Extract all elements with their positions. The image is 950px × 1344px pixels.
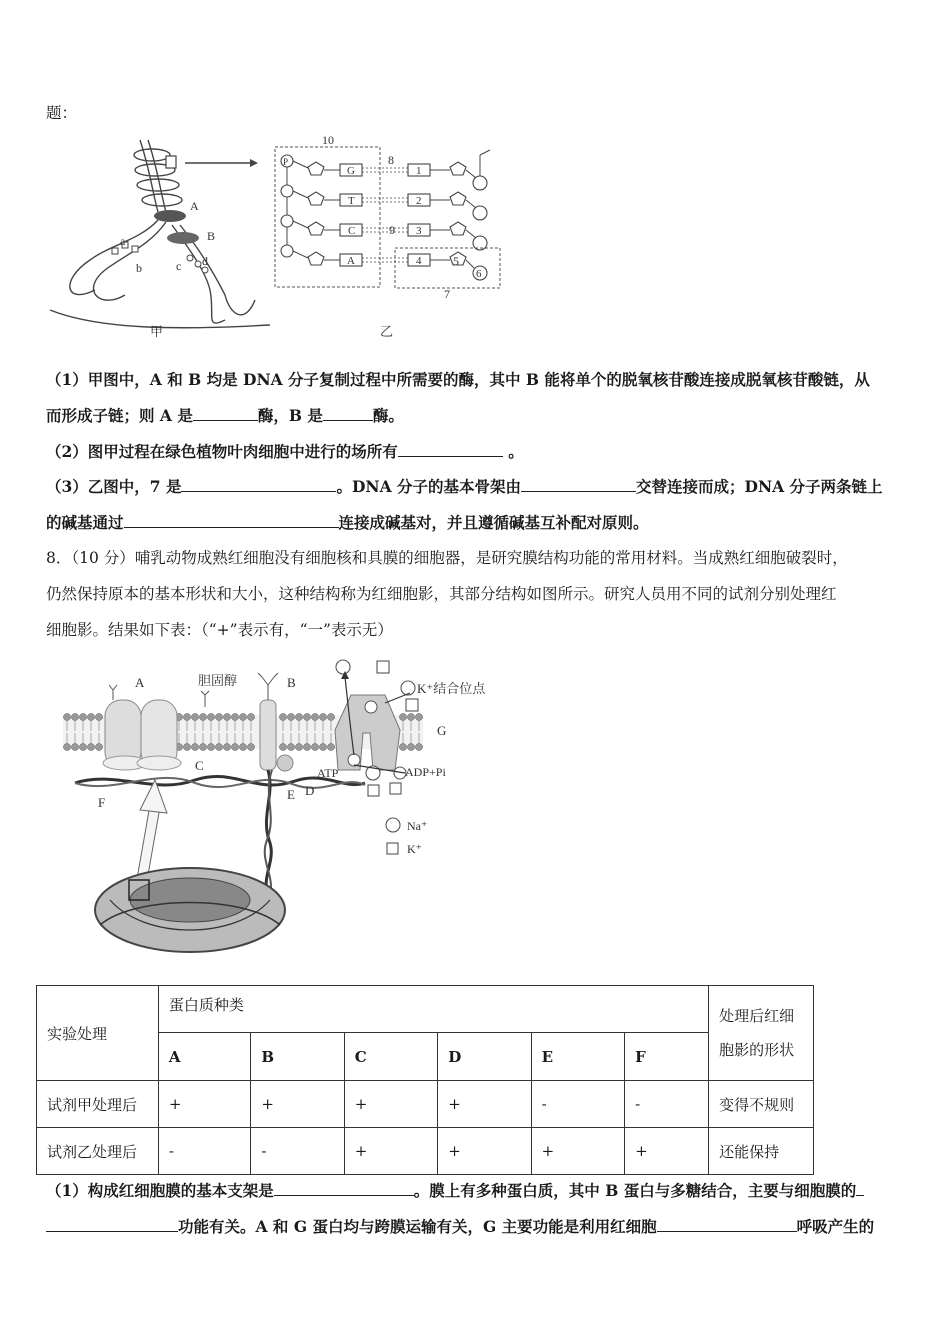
lipid-head <box>223 743 230 750</box>
blank-backbone[interactable] <box>521 477 636 492</box>
label-b: b <box>136 261 142 275</box>
legend-k: K⁺ <box>407 842 422 856</box>
lipid-head <box>239 713 246 720</box>
dna-structure-diagram <box>275 133 500 301</box>
lipid-head <box>231 743 238 750</box>
protein-g <box>335 695 400 770</box>
q8-stem-line3: 细胞影。结果如下表：（“+”表示有，“一”表示无） <box>46 621 393 639</box>
header-treatment: 实验处理 <box>37 986 159 1081</box>
lipid-head <box>95 713 102 720</box>
lipid-head <box>287 713 294 720</box>
lipid-head <box>399 713 406 720</box>
enzyme-b-shape <box>167 232 199 244</box>
lipid-head <box>311 713 318 720</box>
membrane-figure <box>55 655 505 970</box>
lipid-head <box>191 743 198 750</box>
lipid-head <box>247 743 254 750</box>
caption-yi: 乙 <box>380 324 394 339</box>
base-G: G <box>347 165 355 177</box>
blank-respiration[interactable] <box>657 1217 797 1232</box>
legend-na: Na⁺ <box>407 819 428 833</box>
membrane-label-F: F <box>98 795 106 810</box>
num-1: 1 <box>416 165 422 177</box>
q7-part1-line2: 而形成子链；则 A 是 酶，B 是 酶。 <box>46 406 404 425</box>
base-A: A <box>347 255 355 267</box>
q8-part1-line2: 功能有关。A 和 G 蛋白均与跨膜运输有关，G 主要功能是利用红细胞 呼吸产生的 <box>46 1217 874 1237</box>
num-3: 3 <box>416 225 422 237</box>
lipid-head <box>199 713 206 720</box>
base-C: C <box>348 225 356 237</box>
col-D: D <box>438 1033 531 1081</box>
cell: - <box>531 1081 624 1128</box>
question-stem-tail: 题： <box>46 104 78 122</box>
blank-scaffold[interactable] <box>274 1181 414 1196</box>
membrane-label-B: B <box>287 675 296 690</box>
cell: + <box>438 1081 531 1128</box>
membrane-label-cholesterol: 胆固醇 <box>198 673 238 688</box>
q8-part1-line1: （1）构成红细胞膜的基本支架是 。膜上有多种蛋白质，其中 B 蛋白与多糖结合，主要与细胞膜的 <box>46 1181 864 1201</box>
q7-part3-line2: 的碱基通过 连接成碱基对，并且遵循碱基互补配对原则。 <box>46 513 649 532</box>
cell: + <box>158 1081 250 1128</box>
cell: + <box>344 1128 437 1175</box>
lipid-head <box>87 743 94 750</box>
lipid-head <box>191 713 198 720</box>
label-a: a <box>120 234 126 248</box>
q8-stem-line1: 8．（10 分）哺乳动物成熟红细胞没有细胞核和具膜的细胞器，是研究膜结构功能的常用材料。当成熟红细胞破裂时， <box>46 549 848 567</box>
lipid-head <box>303 713 310 720</box>
lipid-head <box>71 743 78 750</box>
blank-enzyme-b[interactable] <box>323 406 373 421</box>
dna-figure <box>40 130 510 345</box>
cell: + <box>625 1128 709 1175</box>
membrane-label-C: C <box>195 758 204 773</box>
lipid-head <box>407 713 414 720</box>
table-row <box>37 1128 814 1175</box>
lipid-head <box>231 713 238 720</box>
row-shape: 变得不规则 <box>709 1081 814 1128</box>
lipid-head <box>79 743 86 750</box>
lipid-head <box>279 743 286 750</box>
label-8: 8 <box>388 153 394 167</box>
lipid-head <box>223 713 230 720</box>
table-row <box>37 1081 814 1128</box>
blank-location[interactable] <box>398 442 503 457</box>
lipid-head <box>199 743 206 750</box>
row-shape: 还能保持 <box>709 1128 814 1175</box>
lipid-head <box>319 713 326 720</box>
cell: + <box>251 1081 344 1128</box>
lipid-head <box>207 743 214 750</box>
lipid-head <box>183 743 190 750</box>
cell: - <box>625 1081 709 1128</box>
q7-part2: （2）图甲过程在绿色植物叶肉细胞中进行的场所有 。 <box>46 442 524 461</box>
q7-part3-line1: （3）乙图中，7 是 。DNA 分子的基本骨架由 交替连接而成；DNA 分子两条链上 <box>46 477 883 496</box>
num-2: 2 <box>416 195 422 207</box>
lipid-head <box>183 713 190 720</box>
enzyme-a-shape <box>154 210 186 222</box>
replication-fork-diagram <box>50 140 270 328</box>
blank-membrane-function[interactable] <box>46 1217 178 1232</box>
membrane-label-atp: ATP <box>317 766 339 780</box>
lipid-head <box>303 743 310 750</box>
label-9: 9 <box>389 223 395 237</box>
num-4: 4 <box>416 255 422 267</box>
lipid-head <box>415 713 422 720</box>
label-B: B <box>207 229 216 243</box>
protein-a <box>103 685 181 770</box>
label-5: 5 <box>453 254 459 268</box>
col-A: A <box>158 1033 250 1081</box>
lipid-head <box>287 743 294 750</box>
lipid-head <box>239 743 246 750</box>
lipid-head <box>63 713 70 720</box>
membrane-label-E: E <box>287 787 295 802</box>
lipid-head <box>79 713 86 720</box>
lipid-head <box>399 743 406 750</box>
blank-base-pair[interactable] <box>124 513 339 528</box>
membrane-label-G: G <box>437 723 447 738</box>
lipid-head <box>327 713 334 720</box>
lipid-head <box>71 713 78 720</box>
lipid-head <box>63 743 70 750</box>
header-protein: 蛋白质种类 <box>158 986 708 1033</box>
blank-enzyme-a[interactable] <box>193 406 258 421</box>
lipid-head <box>311 743 318 750</box>
label-7: 7 <box>444 287 450 301</box>
lipid-head <box>215 743 222 750</box>
cell: - <box>158 1128 250 1175</box>
lipid-head <box>207 713 214 720</box>
col-F: F <box>625 1033 709 1081</box>
row-label: 试剂甲处理后 <box>37 1081 159 1128</box>
lipid-head <box>87 713 94 720</box>
membrane-label-A: A <box>135 675 145 690</box>
label-A: A <box>190 199 199 213</box>
lipid-head <box>415 743 422 750</box>
membrane-label-adp: ADP+Pi <box>405 765 446 779</box>
row-label: 试剂乙处理后 <box>37 1128 159 1175</box>
lipid-head <box>215 713 222 720</box>
blank-membrane-function-start[interactable] <box>856 1181 864 1196</box>
label-d: d <box>202 254 208 268</box>
col-E: E <box>531 1033 624 1081</box>
blank-seven[interactable] <box>181 477 336 492</box>
q8-stem-line2: 仍然保持原本的基本形状和大小，这种结构称为红细胞影，其部分结构如图所示。研究人员用不同的试剂分别处理红 <box>46 585 837 603</box>
col-B: B <box>251 1033 344 1081</box>
membrane-label-D: D <box>305 783 315 798</box>
lipid-head <box>279 713 286 720</box>
label-6: 6 <box>476 268 482 280</box>
q7-part1-line1: （1）甲图中，A 和 B 均是 DNA 分子复制过程中所需要的酶，其中 B 能将单个的脱氧核苷酸连接成脱氧核苷酸链，从 <box>46 370 870 389</box>
col-C: C <box>344 1033 437 1081</box>
cell: + <box>344 1081 437 1128</box>
label-c: c <box>176 259 182 273</box>
cell: + <box>531 1128 624 1175</box>
header-shape: 处理后红细 胞影的形状 <box>709 986 814 1081</box>
cell: - <box>251 1128 344 1175</box>
lipid-head <box>247 713 254 720</box>
label-p: P <box>283 157 289 167</box>
cell: + <box>438 1128 531 1175</box>
results-table <box>36 985 814 1175</box>
lipid-head <box>327 743 334 750</box>
base-T: T <box>348 195 355 207</box>
caption-jia: 甲 <box>150 324 164 339</box>
lipid-head <box>295 743 302 750</box>
lipid-head <box>319 743 326 750</box>
lipid-head <box>407 743 414 750</box>
lipid-head <box>295 713 302 720</box>
lipid-head <box>95 743 102 750</box>
label-10: 10 <box>322 133 334 147</box>
membrane-label-k-site: K⁺结合位点 <box>417 681 486 696</box>
